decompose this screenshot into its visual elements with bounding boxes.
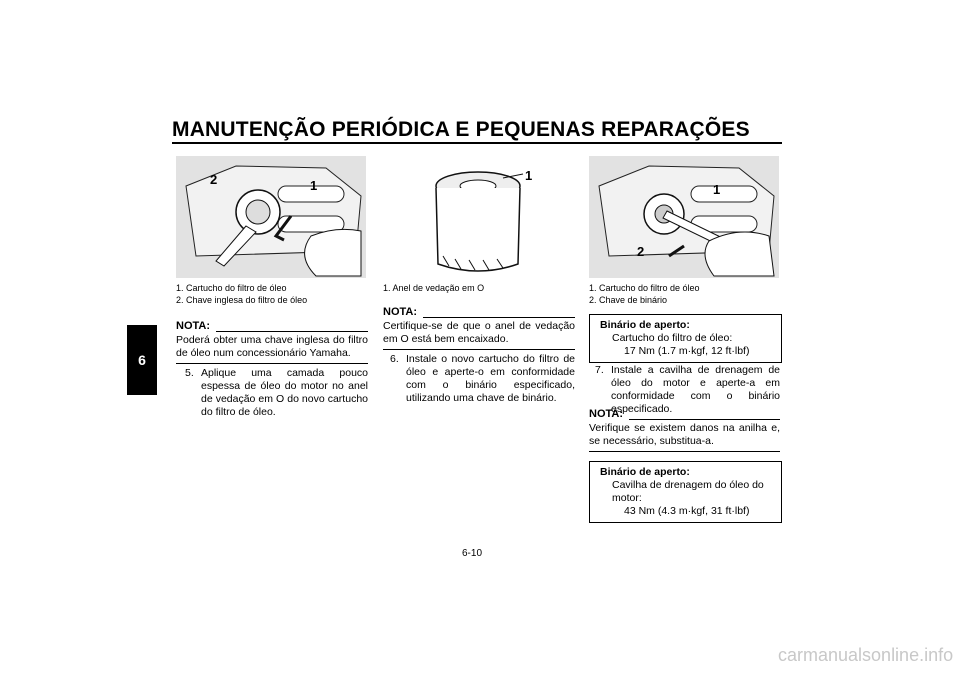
page-number: 6-10	[462, 548, 483, 559]
step-5-text: Aplique uma camada pouco espessa de óleo do motor no anel de vedação em O do novo cartucho do filtro de óleo.	[201, 367, 368, 418]
nota-rule-top-2	[423, 317, 575, 318]
fig1-caption-1: 1. Cartucho do filtro de óleo	[176, 283, 287, 293]
step-6	[390, 353, 575, 405]
fig3-caption-2: 2. Chave de binário	[589, 295, 668, 305]
nota-text-1: Poderá obter uma chave inglesa do filtro de óleo num concessionário Yamaha.	[176, 334, 368, 359]
fig2-label-1: 1	[525, 168, 533, 183]
spec1-item: Cartucho do filtro de óleo:	[612, 332, 733, 344]
figure-oil-filter-cartridge	[383, 156, 573, 278]
nota-rule-bottom-2	[383, 349, 575, 350]
fig2-caption-1: 1. Anel de vedação em O	[383, 283, 485, 293]
figure-torque-wrench	[589, 156, 779, 278]
oil-filter-cartridge-illustration	[383, 156, 573, 278]
fig2-captions	[383, 282, 484, 294]
figure-oil-filter-wrench	[176, 156, 366, 278]
page-title: MANUTENÇÃO PERIÓDICA E PEQUENAS REPARAÇÕES	[172, 118, 750, 141]
nota-heading-2: NOTA:	[383, 306, 418, 318]
nota-heading-1: NOTA:	[176, 320, 211, 332]
nota-rule-top-1	[216, 331, 368, 332]
spec1-title: Binário de aperto:	[600, 319, 690, 331]
watermark: carmanualsonline.info	[778, 645, 954, 665]
fig1-label-1: 1	[310, 178, 318, 193]
step-7-text: Instale a cavilha de drenagem de óleo do motor e aperte-a em conformidade com o binário especificado.	[611, 364, 780, 415]
torque-spec-box-1	[589, 314, 782, 363]
fig1-captions	[176, 282, 307, 306]
oil-filter-wrench-illustration	[176, 156, 366, 278]
nota-text-3: Verifique se existem danos na anilha e, se necessário, substitua-a.	[589, 422, 780, 447]
torque-wrench-illustration	[589, 156, 779, 278]
fig3-label-2: 2	[637, 244, 645, 259]
spec2-item: Cavilha de drenagem do óleo do motor:	[612, 479, 764, 504]
step-5	[185, 367, 368, 419]
spec1-value: 17 Nm (1.7 m·kgf, 12 ft·lbf)	[624, 345, 750, 357]
nota-rule-top-3	[629, 419, 780, 420]
spec2-value: 43 Nm (4.3 m·kgf, 31 ft·lbf)	[624, 505, 750, 517]
nota-text-2: Certifique-se de que o anel de vedação em O está bem encaixado.	[383, 320, 575, 345]
nota-rule-bottom-3	[589, 451, 780, 452]
step-6-text: Instale o novo cartucho do filtro de óleo e aperte-o em conformidade com o binário especificado, utilizando uma chave de binário.	[406, 353, 575, 404]
nota-heading-3: NOTA:	[589, 408, 624, 420]
fig1-label-2: 2	[210, 172, 218, 187]
step-6-number: 6.	[390, 353, 399, 365]
torque-spec-box-2	[589, 461, 782, 523]
step-7-number: 7.	[595, 364, 604, 376]
step-5-number: 5.	[185, 367, 194, 379]
fig3-captions	[589, 282, 700, 306]
title-rule	[172, 142, 782, 144]
fig1-caption-2: 2. Chave inglesa do filtro de óleo	[176, 295, 308, 305]
fig3-caption-1: 1. Cartucho do filtro de óleo	[589, 283, 700, 293]
nota-rule-bottom-1	[176, 363, 368, 364]
chapter-tab: 6	[127, 325, 157, 395]
spec2-title: Binário de aperto:	[600, 466, 690, 478]
fig3-label-1: 1	[713, 182, 721, 197]
